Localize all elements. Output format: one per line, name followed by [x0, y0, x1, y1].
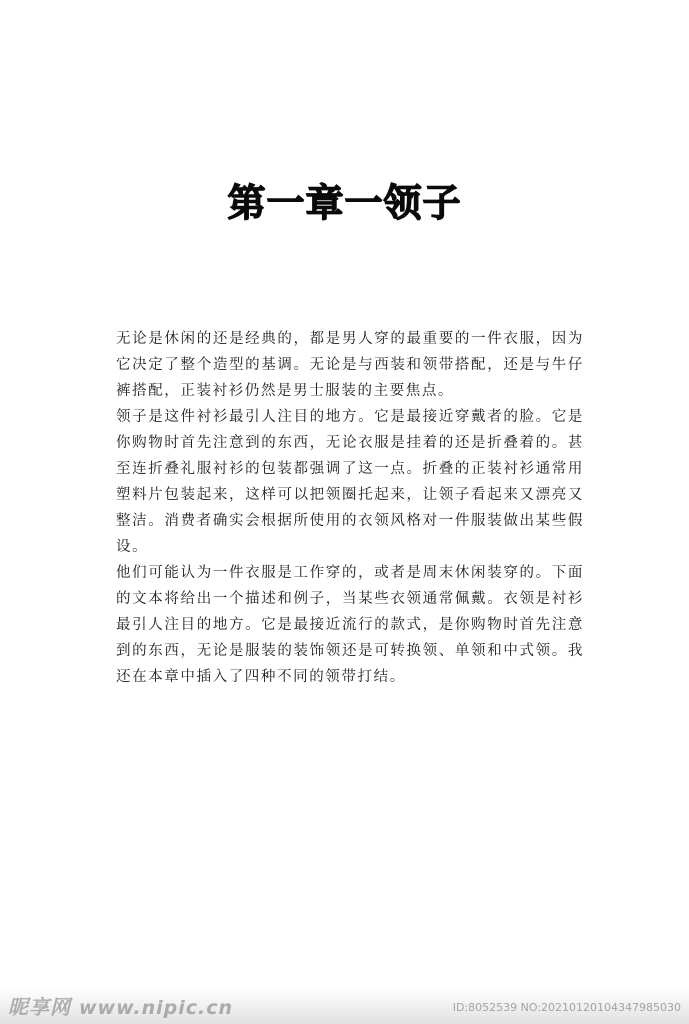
- paragraph-2: 领子是这件衬衫最引人注目的地方。它是最接近穿戴者的脸。它是你购物时首先注意到的东西，无论衣服是挂着的还是折叠着的。甚至连折叠礼服衬衫的包装都强调了这一点。折叠的正装衬衫通常用塑料片包装起来，这样可以把领圈托起来，让领子看起来又漂亮又整洁。消费者确实会根据所使用的衣领风格对一件服装做出某些假设。: [116, 409, 584, 555]
- paragraph-1: 无论是休闲的还是经典的，都是男人穿的最重要的一件衣服，因为它决定了整个造型的基调。无论是与西装和领带搭配，还是与牛仔裤搭配，正装衬衫仍然是男士服装的主要焦点。: [116, 331, 584, 399]
- watermark-id: ID:8052539 NO:20210120104347985030: [452, 1001, 681, 1014]
- watermark-brand: 昵享网: [8, 995, 71, 1019]
- paragraph-3: 他们可能认为一件衣服是工作穿的，或者是周末休闲装穿的。下面的文本将给出一个描述和例子，当某些衣领通常佩戴。衣领是衬衫最引人注目的地方。它是最接近流行的款式，是你购物时首先注意到的东西，无论是服装的装饰领还是可转换领、单领和中式领。我还在本章中插入了四种不同的领带打结。: [116, 565, 584, 685]
- watermark-bar: [0, 988, 689, 1024]
- chapter-title: 第一章一领子: [227, 181, 462, 225]
- watermark-url: www.nipic.cn: [78, 997, 234, 1019]
- watermark-logo: [8, 991, 233, 1020]
- body-text: [116, 326, 584, 690]
